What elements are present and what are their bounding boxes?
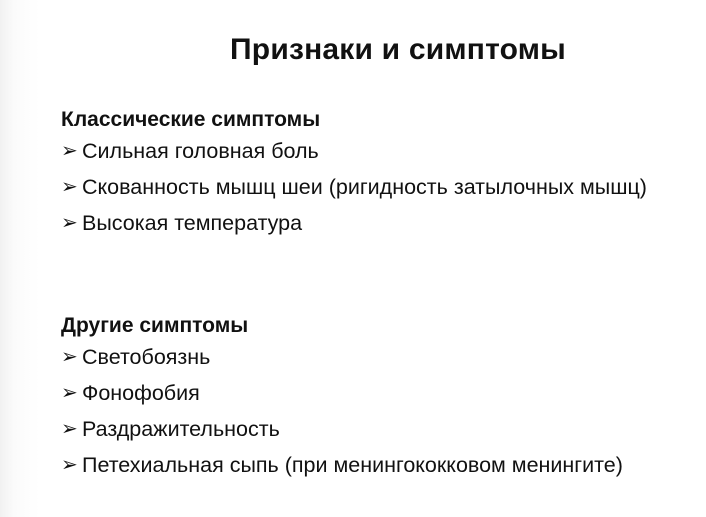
list-item <box>61 380 701 406</box>
list-item-text: Раздражительность <box>82 417 280 441</box>
list-item-text: Фонофобия <box>82 381 200 405</box>
list-item <box>61 210 701 236</box>
list-item <box>61 174 701 200</box>
slide-title: Признаки и симптомы <box>230 33 566 66</box>
list-item <box>61 452 701 478</box>
section-heading: Классические симптомы <box>61 108 321 131</box>
list-item-text: Скованность мышц шеи (ригидность затылочных мышц) <box>82 175 647 199</box>
list-item <box>61 344 701 370</box>
list-item-text: Сильная головная боль <box>82 139 319 163</box>
arrow-bullet-icon: ➢ <box>61 454 78 476</box>
section-heading: Другие симптомы <box>61 314 249 337</box>
bullet-list <box>61 138 701 236</box>
arrow-bullet-icon: ➢ <box>61 212 78 234</box>
arrow-bullet-icon: ➢ <box>61 418 78 440</box>
arrow-bullet-icon: ➢ <box>61 176 78 198</box>
bullet-list <box>61 344 701 478</box>
arrow-bullet-icon: ➢ <box>61 382 78 404</box>
list-item-text: Высокая температура <box>82 211 303 235</box>
list-item <box>61 138 701 164</box>
section-other-symptoms <box>61 313 701 488</box>
section-classic-symptoms <box>61 107 701 246</box>
arrow-bullet-icon: ➢ <box>61 346 78 368</box>
arrow-bullet-icon: ➢ <box>61 140 78 162</box>
list-item-text: Светобоязнь <box>82 345 211 369</box>
list-item <box>61 416 701 442</box>
list-item-text: Петехиальная сыпь (при менингококковом менингите) <box>82 453 623 477</box>
